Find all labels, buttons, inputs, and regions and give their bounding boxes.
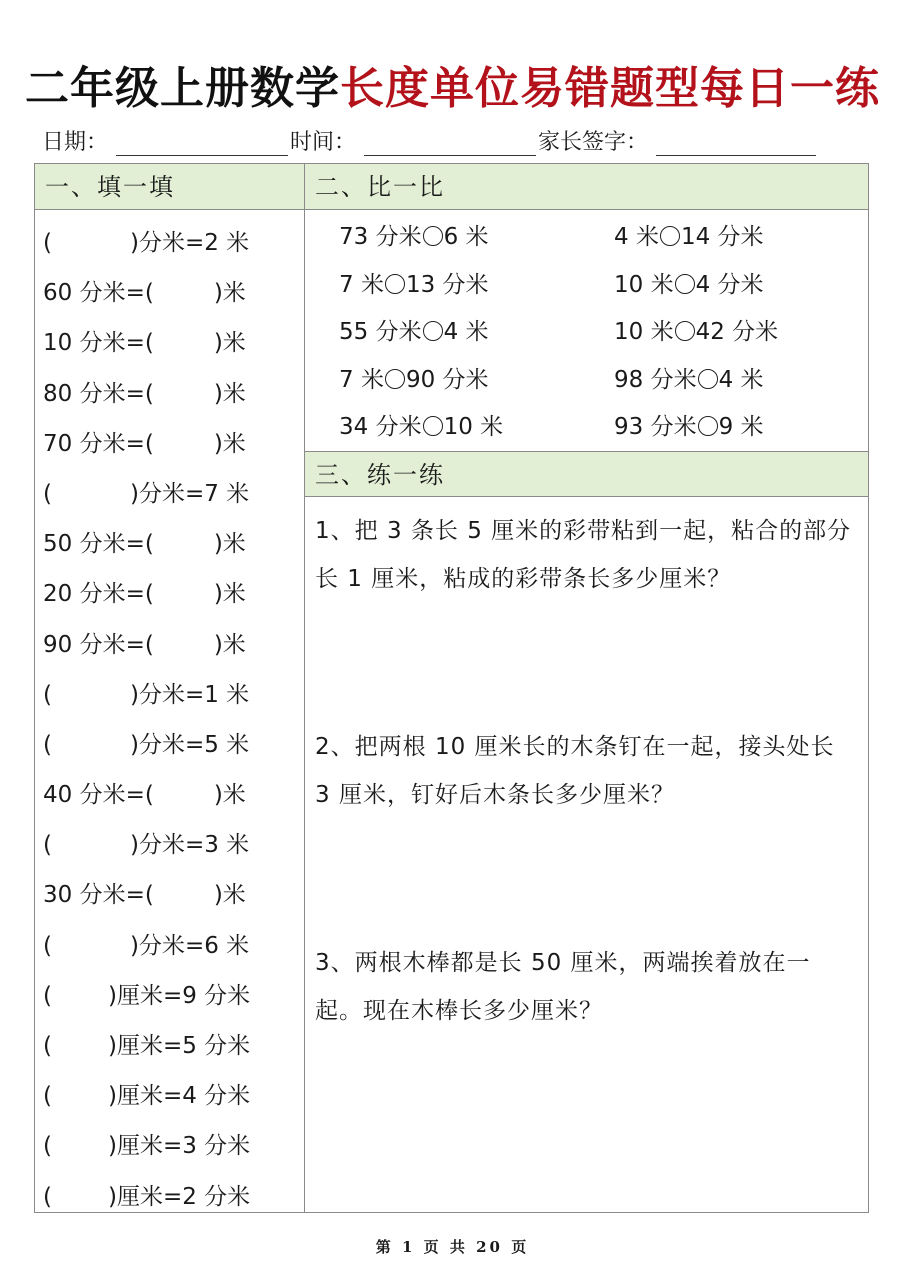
fill-in-item xyxy=(43,720,304,770)
fill-in-item xyxy=(43,218,304,268)
fill-in-item xyxy=(43,369,304,419)
compare-left: 7 米 xyxy=(339,366,384,393)
item-right: )米 xyxy=(213,330,246,357)
item-left: 70 分米=( xyxy=(43,430,154,457)
section-fill-in xyxy=(35,164,305,1212)
item-right: )米 xyxy=(213,631,246,658)
compare-left: 4 米 xyxy=(614,224,659,250)
compare-circle-icon[interactable] xyxy=(675,274,695,294)
compare-item xyxy=(614,214,874,262)
item-right: )米 xyxy=(213,531,246,558)
item-right: )米 xyxy=(213,882,246,909)
signature-field[interactable] xyxy=(656,129,816,156)
compare-item xyxy=(339,309,614,357)
item-left: ( xyxy=(43,230,52,256)
fill-in-item xyxy=(43,419,304,469)
compare-right: 4 分米 xyxy=(695,271,764,298)
fill-in-item xyxy=(43,318,304,368)
compare-right: 10 米 xyxy=(443,414,504,440)
date-label: 日期： xyxy=(42,130,109,155)
item-right: )厘米=9 分米 xyxy=(107,982,251,1009)
item-right: )厘米=3 分米 xyxy=(107,1133,251,1160)
compare-left: 10 米 xyxy=(614,271,674,298)
compare-right: 90 分米 xyxy=(405,366,489,393)
compare-circle-icon[interactable] xyxy=(385,274,405,294)
fill-in-item xyxy=(43,1172,304,1222)
signature-label: 家长签字： xyxy=(538,130,649,155)
section-heading: 三、练一练 xyxy=(305,451,868,497)
compare-right: 4 米 xyxy=(443,319,489,345)
compare-item xyxy=(339,404,614,452)
compare-circle-icon[interactable] xyxy=(698,416,718,436)
compare-item xyxy=(614,262,874,310)
fill-in-item xyxy=(43,620,304,670)
section-heading: 二、比一比 xyxy=(305,164,868,210)
date-field[interactable] xyxy=(116,129,288,156)
compare-left: 93 分米 xyxy=(614,414,697,440)
item-left: ( xyxy=(43,681,52,708)
item-left: 30 分米=( xyxy=(43,882,154,909)
item-right: )分米=2 米 xyxy=(129,230,250,256)
item-left: ( xyxy=(43,932,52,959)
item-left: 10 分米=( xyxy=(43,330,154,357)
item-left: ( xyxy=(43,1133,52,1160)
item-left: 20 分米=( xyxy=(43,581,154,608)
compare-right: 6 米 xyxy=(443,224,489,250)
item-left: ( xyxy=(43,1183,52,1210)
compare-right: 14 分米 xyxy=(680,224,764,250)
item-right: )厘米=4 分米 xyxy=(107,1083,251,1110)
fill-in-item xyxy=(43,469,304,519)
item-left: ( xyxy=(43,1033,52,1059)
item-left: ( xyxy=(43,832,52,859)
item-right: )米 xyxy=(213,581,246,608)
item-right: )米 xyxy=(213,430,246,457)
compare-right: 42 分米 xyxy=(695,319,779,345)
compare-left: 73 分米 xyxy=(339,224,422,250)
compare-item xyxy=(339,214,614,262)
fill-in-item xyxy=(43,870,304,920)
compare-item xyxy=(339,357,614,405)
item-left: ( xyxy=(43,480,52,507)
page-number: 第 1 页 共 20 页 xyxy=(375,1238,530,1256)
compare-right: 13 分米 xyxy=(405,271,489,298)
item-left: 90 分米=( xyxy=(43,631,154,658)
fill-in-item xyxy=(43,519,304,569)
compare-circle-icon[interactable] xyxy=(385,369,405,389)
item-right: )分米=5 米 xyxy=(129,731,250,758)
compare-left: 7 米 xyxy=(339,271,384,298)
item-right: )分米=6 米 xyxy=(129,932,250,959)
compare-circle-icon[interactable] xyxy=(423,416,443,436)
compare-circle-icon[interactable] xyxy=(423,226,443,246)
worksheet-title xyxy=(0,52,905,116)
compare-circle-icon[interactable] xyxy=(698,369,718,389)
worksheet-table xyxy=(34,163,869,1213)
compare-item xyxy=(614,404,874,452)
item-left: 80 分米=( xyxy=(43,380,154,407)
title-topic: 长度单位易错题型每日一练 xyxy=(340,63,880,114)
item-left: 40 分米=( xyxy=(43,782,154,809)
item-left: ( xyxy=(43,1083,52,1110)
word-problem-1: 1、把 3 条长 5 厘米的彩带粘到一起，粘合的部分长 1 厘米，粘成的彩带条长多少厘米？ xyxy=(315,518,852,592)
compare-left: 34 分米 xyxy=(339,414,422,440)
fill-in-list xyxy=(35,210,304,1222)
fill-in-item xyxy=(43,1071,304,1121)
compare-left: 98 分米 xyxy=(614,366,697,393)
compare-circle-icon[interactable] xyxy=(423,321,443,341)
item-right: )米 xyxy=(213,380,246,407)
fill-in-item xyxy=(43,268,304,318)
compare-item xyxy=(614,357,874,405)
item-left: ( xyxy=(43,982,52,1009)
compare-right: 4 米 xyxy=(718,366,764,393)
fill-in-item xyxy=(43,1121,304,1171)
item-right: )米 xyxy=(213,782,246,809)
fill-in-item xyxy=(43,770,304,820)
item-right: )分米=1 米 xyxy=(129,681,250,708)
info-row xyxy=(42,124,864,156)
item-left: 60 分米=( xyxy=(43,280,154,307)
item-right: )厘米=5 分米 xyxy=(107,1033,251,1059)
compare-circle-icon[interactable] xyxy=(660,226,680,246)
compare-circle-icon[interactable] xyxy=(675,321,695,341)
compare-left: 55 分米 xyxy=(339,319,422,345)
item-right: )分米=7 米 xyxy=(129,480,250,507)
time-field[interactable] xyxy=(364,129,536,156)
compare-grid xyxy=(305,210,868,451)
section-heading: 一、填一填 xyxy=(35,164,304,210)
item-right: )厘米=2 分米 xyxy=(107,1183,251,1210)
item-right: )分米=3 米 xyxy=(129,832,250,859)
compare-item xyxy=(614,309,874,357)
item-right: )米 xyxy=(213,280,246,307)
fill-in-item xyxy=(43,670,304,720)
title-grade-subject: 二年级上册数学 xyxy=(25,63,340,114)
fill-in-item xyxy=(43,921,304,971)
fill-in-item xyxy=(43,971,304,1021)
right-column xyxy=(305,164,868,1212)
item-left: 50 分米=( xyxy=(43,531,154,558)
compare-item xyxy=(339,262,614,310)
word-problem-2: 2、把两根 10 厘米长的木条钉在一起，接头处长 3 厘米，钉好后木条长多少厘米？ xyxy=(315,734,835,808)
compare-right: 9 米 xyxy=(718,414,764,440)
word-problem-3: 3、两根木棒都是长 50 厘米，两端挨着放在一起。现在木棒长多少厘米？ xyxy=(315,950,811,1024)
fill-in-item xyxy=(43,1021,304,1071)
fill-in-item xyxy=(43,569,304,619)
compare-left: 10 米 xyxy=(614,319,674,345)
fill-in-item xyxy=(43,820,304,870)
item-left: ( xyxy=(43,731,52,758)
time-label: 时间： xyxy=(290,130,357,155)
